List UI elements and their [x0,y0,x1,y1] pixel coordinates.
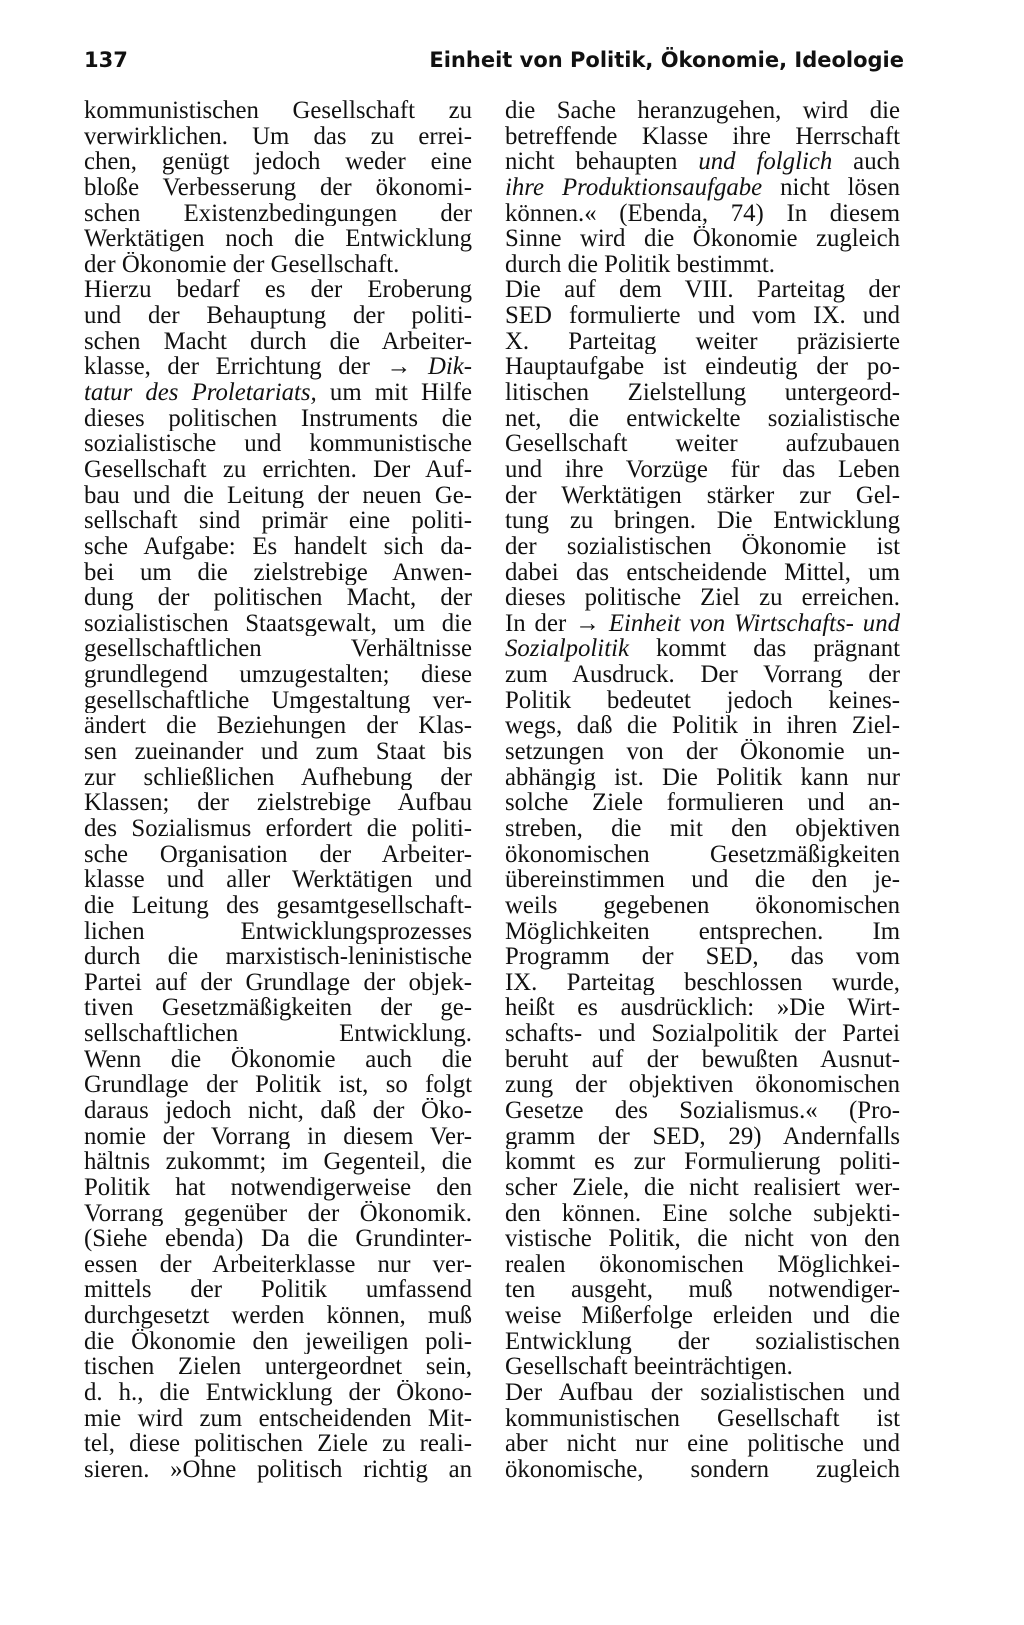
text-segment: schen Existenzbedingungen der [84,200,472,227]
text-segment: sieren. »Ohne politisch richtig an [84,1456,472,1483]
text-line [505,995,900,1021]
text-line [84,1329,472,1355]
text-segment: d. h., die Entwicklung der Ökono- [84,1380,472,1406]
text-segment: dieses politischen Instruments die [84,405,472,432]
text-segment: nicht lösen [762,174,900,201]
text-segment: gramm der SED, 29) Andernfalls [505,1123,900,1150]
text-segment: und der Behauptung der politi- [84,303,472,329]
running-title: Einheit von Politik, Ökonomie, Ideologie [429,48,904,72]
text-line [505,1226,900,1252]
text-segment: die Sache heranzugehen, wird die [505,98,900,124]
text-line [505,585,900,611]
text-line [84,919,472,945]
text-line [505,380,900,406]
text-line [505,816,900,842]
text-line [505,1431,900,1457]
text-segment: sozialistischen Staatsgewalt, um die [84,610,472,637]
text-line [84,1303,472,1329]
text-line [84,1226,472,1252]
text-line [84,1201,472,1227]
text-segment: Gesellschaft weiter aufzubauen [505,431,900,457]
text-segment: realen ökonomischen Möglichkei- [505,1251,900,1278]
text-segment: gesellschaftliche Umgestaltung ver- [84,687,472,714]
text-line [505,1329,900,1355]
text-segment: ändert die Beziehungen der Klas- [84,713,472,740]
text-line [505,201,900,227]
text-segment: sen zueinander und zum Staat bis [84,739,472,765]
text-segment: setzungen von der Ökonomie un- [505,739,900,765]
text-line [505,431,900,457]
text-segment: können.« (Ebenda, 74) In diesem [505,200,900,227]
text-line [84,560,472,586]
text-segment: schafts- und Sozialpolitik der Partei [505,1021,900,1047]
text-segment: und ihre Vorzüge für das Leben [505,456,900,483]
text-line [505,124,900,150]
text-segment: gesellschaftlichen Verhältnisse [84,636,472,663]
text-segment: Hierzu bedarf es der Eroberung [84,277,472,304]
text-line [84,1354,472,1380]
text-segment: Klassen; der zielstrebige Aufbau [84,790,472,816]
text-line [84,226,472,252]
text-line [505,1047,900,1073]
text-line [84,303,472,329]
italic-text-segment: tatur des Proletariats, [84,380,317,406]
text-segment: nicht behaupten [505,149,699,175]
text-line [505,457,900,483]
text-segment: litischen Zielstellung untergeord- [505,380,900,406]
text-segment: sellschaftlichen Entwicklung. [84,1021,472,1047]
text-line [505,636,900,662]
text-line [84,842,472,868]
text-line [84,277,472,303]
text-segment: durchgesetzt werden können, muß [84,1303,472,1329]
text-line [84,995,472,1021]
text-line [505,893,900,919]
text-segment: Werktätigen noch die Entwicklung [84,226,472,252]
text-segment: daraus jedoch nicht, daß der Öko- [84,1097,472,1124]
text-line [505,867,900,893]
text-segment: Wenn die Ökonomie auch die [84,1046,472,1073]
text-line [505,739,900,765]
italic-text-segment: und folglich [698,149,833,175]
text-line [505,508,900,534]
text-segment: bei um die zielstrebige Anwen- [84,559,472,586]
text-line [84,713,472,739]
text-line [505,483,900,509]
text-segment: grundlegend umzugestalten; diese [84,662,472,688]
text-segment: sellschaft sind primär eine politi- [84,508,472,534]
text-segment: lichen Entwicklungsprozesses [84,918,472,945]
text-line [505,226,900,252]
italic-text-segment: Sozialpolitik [505,636,629,663]
text-segment: solche Ziele formulieren und an- [505,790,900,816]
text-line [84,1406,472,1432]
text-segment: den können. Eine solche subjekti- [505,1200,900,1227]
text-line [505,1406,900,1432]
text-line [505,970,900,996]
text-line [505,662,900,688]
text-segment: der Ökonomie der Gesellschaft. [84,251,400,278]
text-segment: (Siehe ebenda) Da die Grundinter- [84,1226,472,1252]
text-line [84,431,472,457]
text-line [84,790,472,816]
text-segment: Vorrang gegenüber der Ökonomik. [84,1200,472,1227]
text-line [505,1380,900,1406]
text-segment: heißt es ausdrücklich: »Die Wirt- [505,995,900,1022]
text-line [505,303,900,329]
text-segment: um mit Hilfe [316,380,472,406]
text-line [84,98,472,124]
text-segment: ökonomischen Gesetzmäßigkeiten [505,841,900,868]
text-line [505,1252,900,1278]
text-line [505,98,900,124]
text-line [505,1277,900,1303]
left-text-column [84,98,472,1483]
text-line [505,252,900,278]
text-segment: essen der Arbeiterklasse nur ver- [84,1251,472,1278]
text-line [505,1149,900,1175]
text-line [84,611,472,637]
page-number: 137 [84,48,128,72]
text-line [84,534,472,560]
text-line [84,406,472,432]
text-segment: bau und die Leitung der neuen Ge- [84,482,472,509]
right-text-column [505,98,900,1483]
text-segment: SED formulierte und vom IX. und [505,303,900,329]
text-segment: weils gegebenen ökonomischen [505,892,900,919]
text-segment: sche Organisation der Arbeiter- [84,841,472,868]
text-segment: abhängig ist. Die Politik kann nur [505,764,900,791]
text-segment: klasse, der Errichtung der → [84,354,428,381]
text-line [84,765,472,791]
text-segment: Die auf dem VIII. Parteitag der [505,277,900,304]
text-line [84,380,472,406]
text-segment: chen, genügt jedoch weder eine [84,149,472,175]
text-segment: sche Aufgabe: Es handelt sich da- [84,533,472,560]
text-segment: hältnis zukommt; im Gegenteil, die [84,1149,472,1175]
text-segment: mittels der Politik umfassend [84,1277,472,1304]
text-segment: Hauptaufgabe ist eindeutig der po- [505,354,900,381]
text-segment: Politik bedeutet jedoch keines- [505,687,900,714]
text-segment: X. Parteitag weiter präzisierte [505,328,900,355]
text-segment: ten ausgeht, muß notwendiger- [505,1277,900,1304]
text-line [505,149,900,175]
text-segment: zung der objektiven ökonomischen [505,1072,900,1098]
text-segment: kommt es zur Formulierung politi- [505,1149,900,1175]
text-line [505,175,900,201]
text-line [84,662,472,688]
italic-text-segment: ihre Produktionsaufgabe [505,174,763,201]
text-line [505,1098,900,1124]
text-segment: kommunistischen Gesellschaft zu [84,98,472,124]
text-segment: net, die entwickelte sozialistische [505,405,900,432]
text-line [84,329,472,355]
text-segment: Gesetze des Sozialismus.« (Pro- [505,1097,900,1124]
text-segment: sozialistische und kommunistische [84,431,472,457]
text-line [84,1149,472,1175]
text-line [505,1124,900,1150]
text-line [84,867,472,893]
text-line [84,149,472,175]
text-segment: Partei auf der Grundlage der objek- [84,969,472,996]
text-segment: scher Ziele, die nicht realisiert wer- [505,1174,900,1201]
text-line [84,1457,472,1483]
text-segment: auch [832,149,900,175]
text-line [505,329,900,355]
text-line [505,354,900,380]
text-segment: Grundlage der Politik ist, so folgt [84,1072,472,1098]
text-line [84,1072,472,1098]
text-segment: übereinstimmen und die den je- [505,867,900,893]
text-line [84,483,472,509]
text-line [505,1354,900,1380]
text-line [505,688,900,714]
text-line [84,636,472,662]
page-header [84,48,904,82]
text-segment: schen Macht durch die Arbeiter- [84,328,472,355]
text-segment: durch die marxistisch-leninistische [84,944,472,970]
text-segment: ökonomische, sondern zugleich [505,1456,900,1483]
text-line [505,790,900,816]
text-segment: zur schließlichen Aufhebung der [84,764,472,791]
text-line [84,1277,472,1303]
text-segment: bloße Verbesserung der ökonomi- [84,174,472,201]
text-line [84,1021,472,1047]
text-segment: kommt das prägnant [629,636,900,663]
text-line [505,765,900,791]
text-segment: dung der politischen Macht, der [84,585,472,611]
text-segment: dieses politische Ziel zu erreichen. [505,585,900,611]
text-line [84,1252,472,1278]
text-segment: mie wird zum entscheidenden Mit- [84,1405,472,1432]
text-line [84,354,472,380]
text-segment: Politik hat notwendigerweise den [84,1174,472,1201]
text-segment: Sinne wird die Ökonomie zugleich [505,226,900,252]
text-line [84,201,472,227]
text-segment: der sozialistischen Ökonomie ist [505,533,900,560]
text-line [84,1098,472,1124]
text-segment: dabei das entscheidende Mittel, um [505,559,900,586]
text-line [84,739,472,765]
text-segment: durch die Politik bestimmt. [505,251,775,278]
text-segment: IX. Parteitag beschlossen wurde, [505,969,900,996]
text-segment: tischen Zielen untergeordnet sein, [84,1354,472,1381]
text-line [505,842,900,868]
text-segment: Programm der SED, das vom [505,944,900,970]
text-line [505,713,900,739]
text-line [84,1047,472,1073]
italic-text-segment: Dik- [427,354,472,381]
text-segment: Gesellschaft beeinträchtigen. [505,1354,793,1381]
text-segment: tung zu bringen. Die Entwicklung [505,508,900,534]
text-line [84,970,472,996]
text-line [84,1124,472,1150]
text-segment: kommunistischen Gesellschaft ist [505,1405,900,1432]
text-line [84,1380,472,1406]
text-line [84,816,472,842]
text-segment: vistische Politik, die nicht von den [505,1226,900,1252]
text-line [84,1431,472,1457]
text-line [505,1303,900,1329]
text-line [84,124,472,150]
text-line [505,534,900,560]
text-segment: klasse und aller Werktätigen und [84,867,472,893]
text-line [505,1175,900,1201]
text-line [505,611,900,637]
text-segment: betreffende Klasse ihre Herrschaft [505,123,900,150]
text-line [84,457,472,483]
text-segment: die Leitung des gesamtgesellschaft- [84,892,472,919]
text-line [505,944,900,970]
text-segment: streben, die mit den objektiven [505,815,900,842]
text-segment: Gesellschaft zu errichten. Der Auf- [84,456,472,483]
text-line [505,919,900,945]
text-line [505,560,900,586]
text-line [84,688,472,714]
text-line [505,1201,900,1227]
text-segment: beruht auf der bewußten Ausnut- [505,1046,900,1073]
text-segment: der Werktätigen stärker zur Gel- [505,482,900,509]
text-line [84,175,472,201]
text-line [505,1457,900,1483]
text-segment: tel, diese politischen Ziele zu reali- [84,1431,472,1457]
text-line [505,1072,900,1098]
text-segment: Entwicklung der sozialistischen [505,1328,900,1355]
text-segment: tiven Gesetzmäßigkeiten der ge- [84,995,472,1022]
text-segment: des Sozialismus erfordert die politi- [84,815,472,842]
text-line [505,1021,900,1047]
text-segment: verwirklichen. Um das zu errei- [84,123,472,150]
text-line [505,277,900,303]
text-line [84,893,472,919]
text-segment: zum Ausdruck. Der Vorrang der [505,662,900,688]
text-line [84,252,472,278]
text-line [84,1175,472,1201]
text-segment: wegs, daß die Politik in ihren Ziel- [505,713,900,740]
text-segment: Möglichkeiten entsprechen. Im [505,918,900,945]
text-line [505,406,900,432]
text-line [84,944,472,970]
text-line [84,585,472,611]
text-segment: Der Aufbau der sozialistischen und [505,1380,900,1406]
italic-text-segment: Einheit von Wirtschafts- und [608,610,900,637]
text-segment: nomie der Vorrang in diesem Ver- [84,1123,472,1150]
text-segment: die Ökonomie den jeweiligen poli- [84,1328,472,1355]
text-segment: weise Mißerfolge erleiden und die [505,1303,900,1329]
text-segment: aber nicht nur eine politische und [505,1431,900,1457]
text-line [84,508,472,534]
text-segment: In der → [505,610,609,637]
